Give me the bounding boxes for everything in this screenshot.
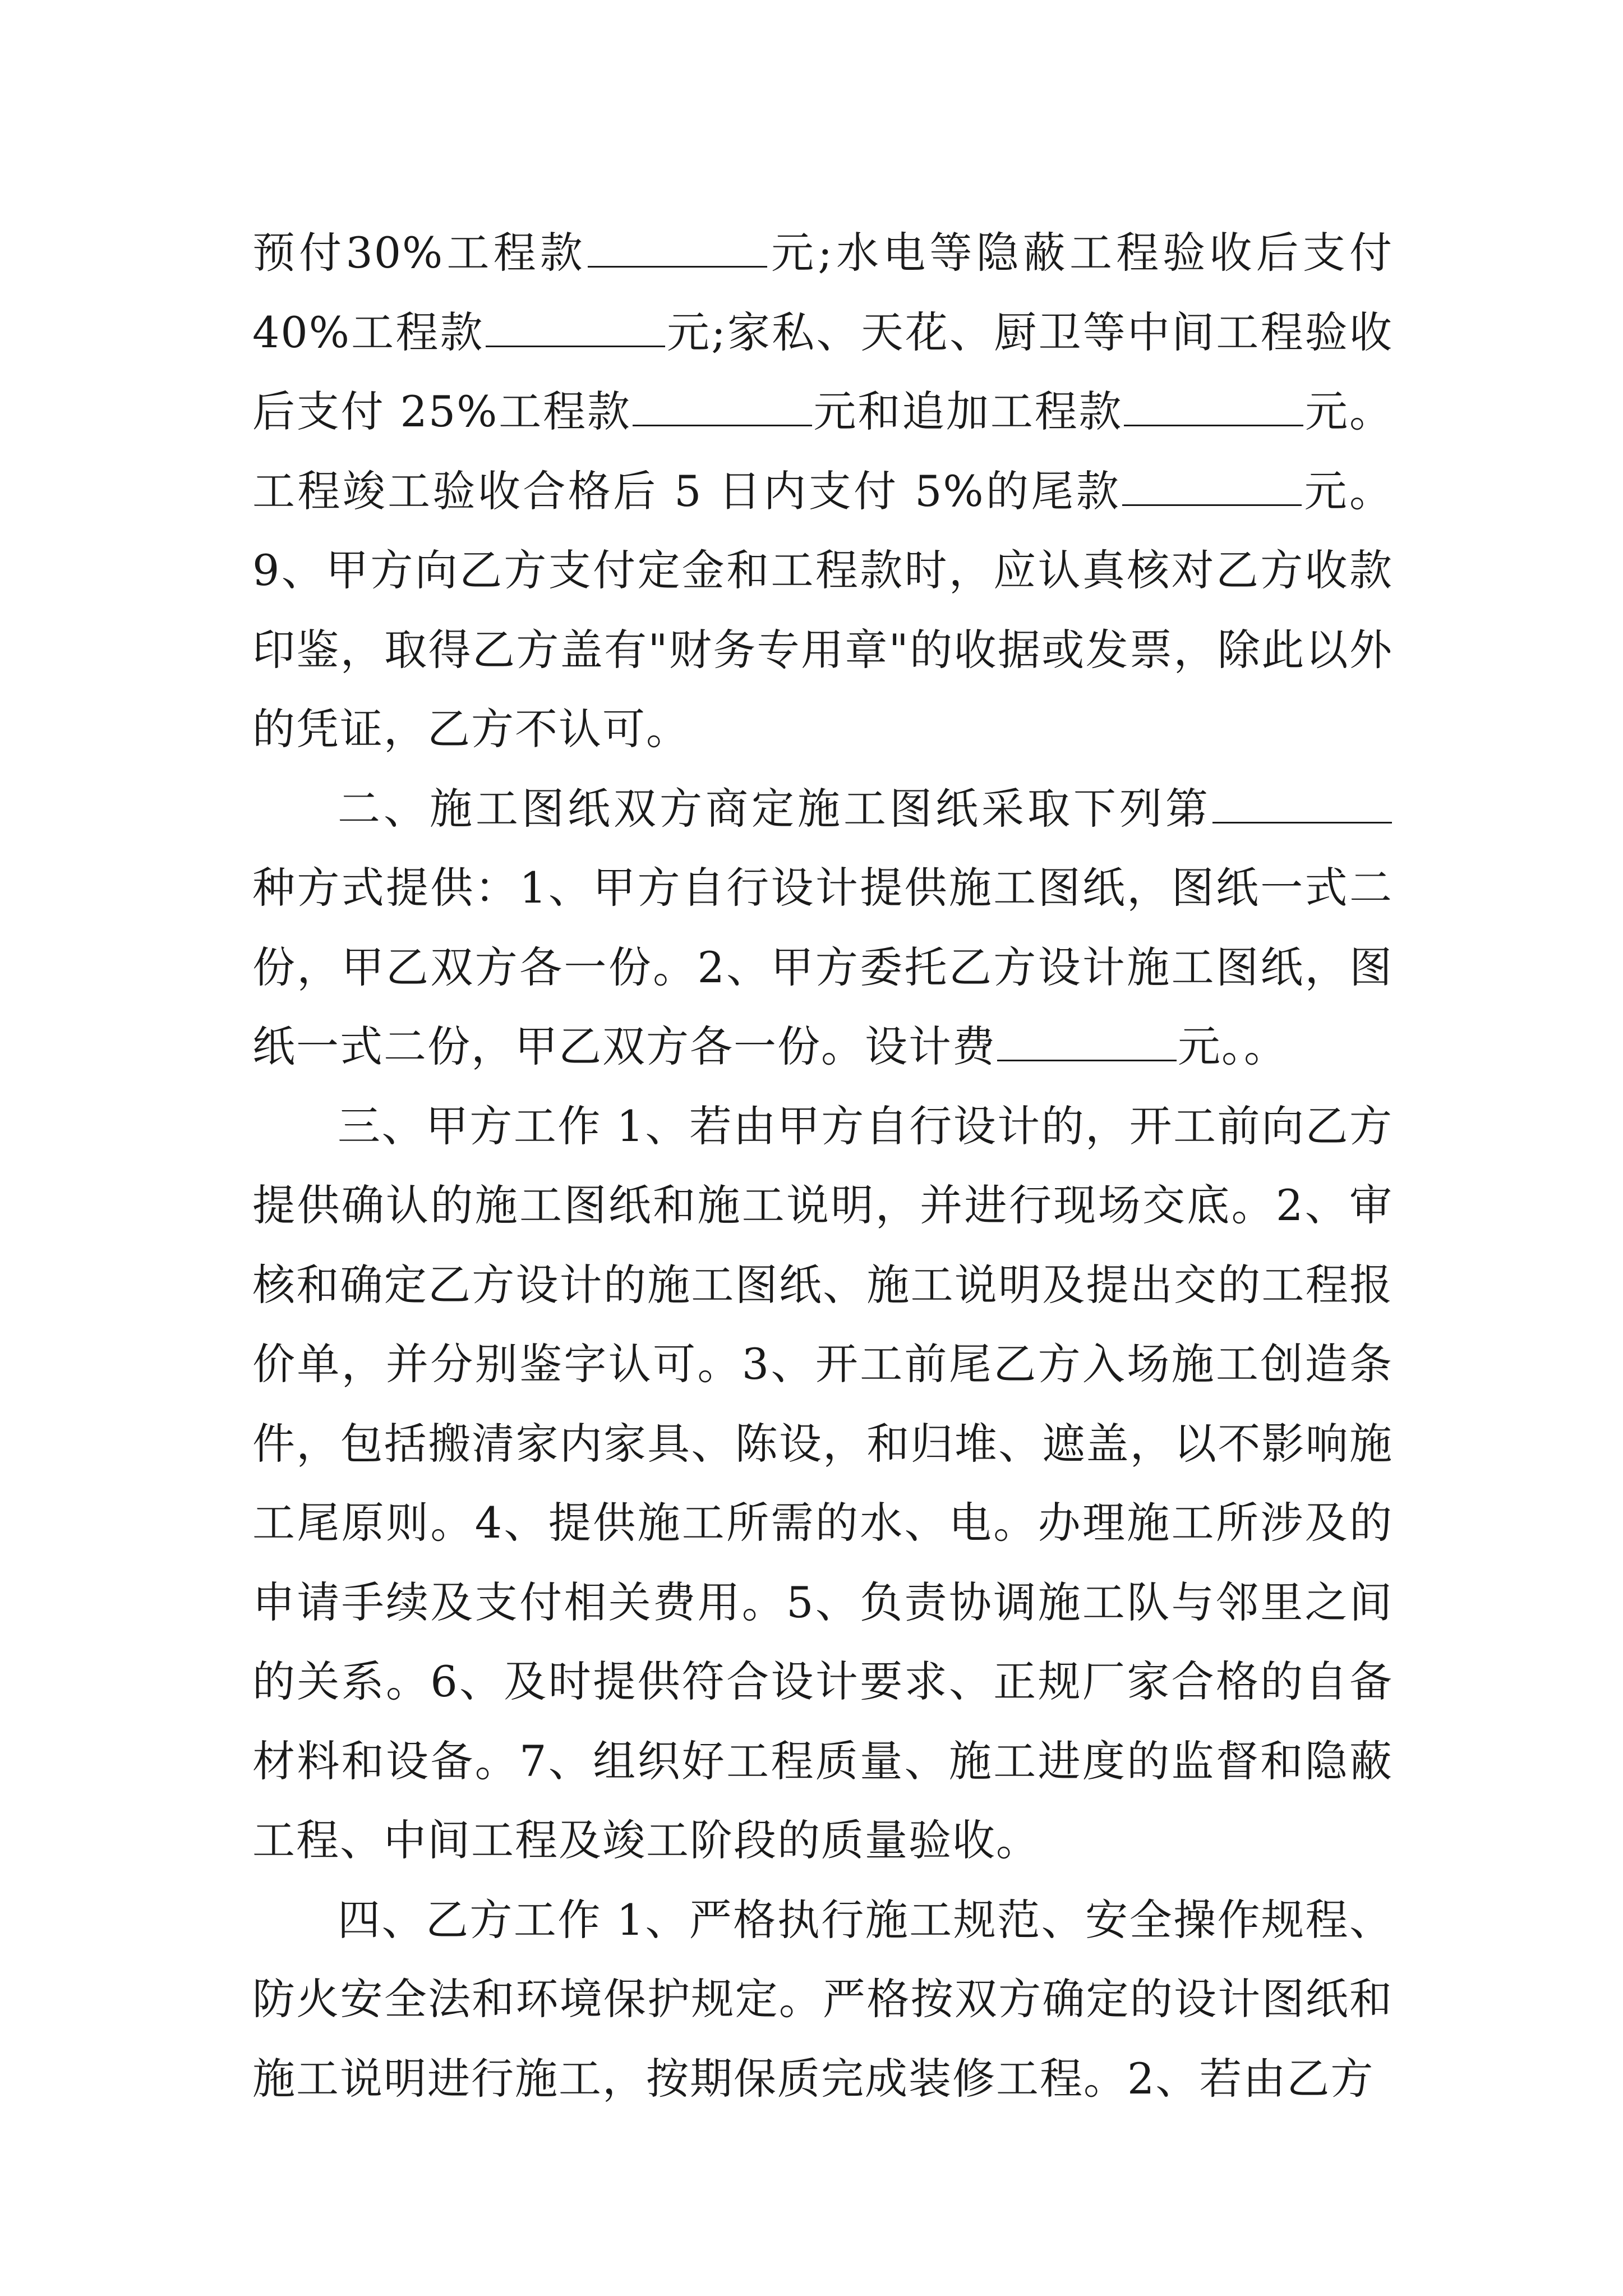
fill-in-blank[interactable] [633, 391, 812, 426]
paragraph-party-a [252, 1087, 1393, 1880]
paragraph-text: 预付30%工程款 [252, 228, 587, 278]
fill-in-blank[interactable] [1122, 471, 1302, 506]
paragraph-text: 种方式提供：1、甲方自行设计提供施工图纸，图纸一式二份，甲乙双方各一份。2、甲方委托乙方设计施工图纸，图纸一式二份，甲乙双方各一份。设计费 [252, 863, 1393, 1071]
paragraph-text: 四、乙方工作 1、严格执行施工规范、安全操作规程、防火安全法和环境保护规定。严格按双方确定的设计图纸和施工说明进行施工，按期保质完成装修工程。2、若由乙方 [252, 1894, 1393, 2104]
document-body [252, 213, 1393, 2118]
paragraph-text: 二、施工图纸双方商定施工图纸采取下列第 [338, 783, 1211, 834]
paragraph-text: 元。工程竣工验收合格后 5 日内支付 5%的尾款 [252, 386, 1393, 516]
paragraph-text: 元。9、甲方向乙方支付定金和工程款时，应认真核对乙方收款印鉴，取得乙方盖有"财务专用章"的收据或发票，除此以外的凭证，乙方不认可。 [252, 466, 1393, 754]
paragraph-text: 三、甲方工作 1、若由甲方自行设计的，开工前向乙方提供确认的施工图纸和施工说明，并进行现场交底。2、审核和确定乙方设计的施工图纸、施工说明及提出交的工程报价单，并分别鉴字认可。3、开工前尾乙方入场施工创造条件，包括搬清家内家具、陈设，和归堆、遮盖，以不影响施工尾原则。4、提供施工所需的水、电。办理施工所涉及的申请手续及支付相关费用。5、负责协调施工队与邻里之间的关系。6、及时提供符合设计要求、正规厂家合格的自备材料和设备。7、组织好工程质量、施工进度的监督和隐蔽工程、中间工程及竣工阶段的质量验收。 [252, 1101, 1393, 1865]
fill-in-blank[interactable] [1212, 788, 1392, 823]
paragraph-text: 元和追加工程款 [813, 386, 1123, 436]
paragraph-text: 元;水电等隐蔽工程验收后支付40%工程款 [252, 228, 1394, 357]
paragraph-drawings [252, 769, 1393, 1087]
paragraph-text: 元;家私、天花、厨卫等中间工程验收后支付 25%工程款 [252, 307, 1394, 436]
fill-in-blank[interactable] [1124, 391, 1303, 426]
fill-in-blank[interactable] [588, 232, 767, 268]
paragraph-text: 元。。 [1178, 1022, 1288, 1071]
paragraph-payment [252, 213, 1393, 769]
fill-in-blank[interactable] [997, 1026, 1177, 1061]
paragraph-party-b [252, 1880, 1393, 2119]
fill-in-blank[interactable] [486, 312, 665, 347]
